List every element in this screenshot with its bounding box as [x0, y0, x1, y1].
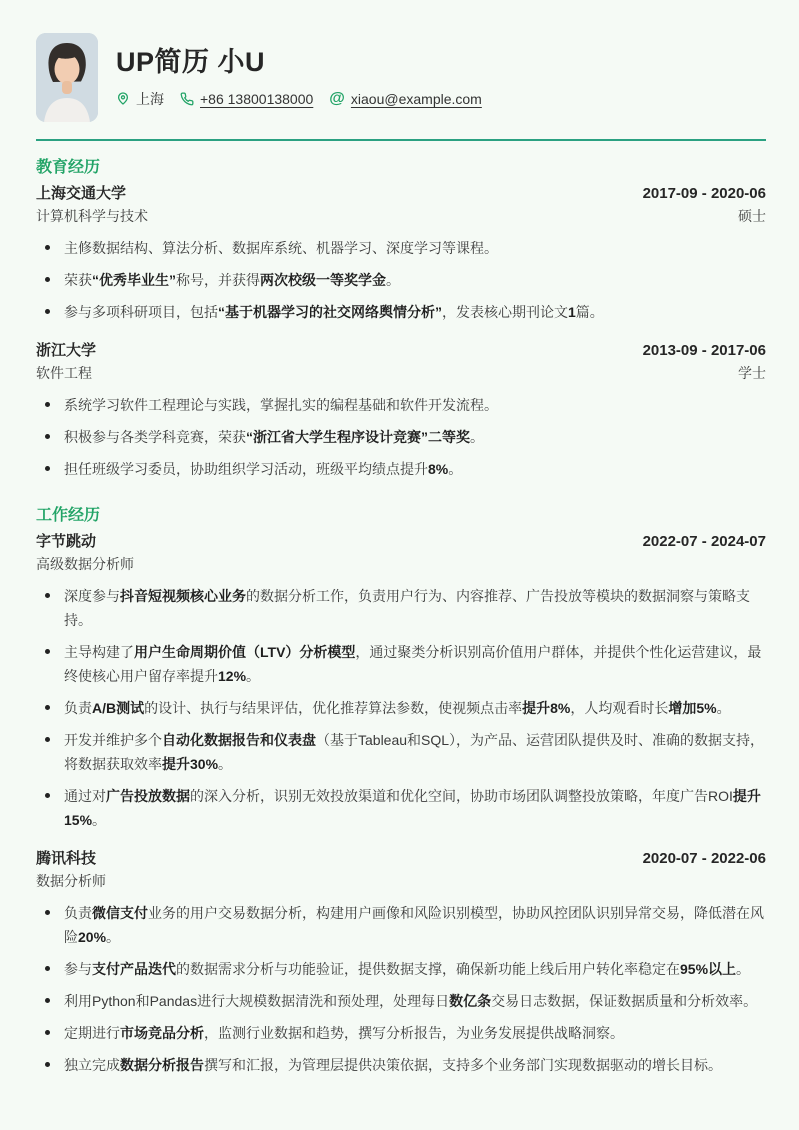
bullet-text: 篇。 — [575, 304, 604, 320]
bullet-bold-text: 提升15% — [64, 788, 761, 828]
bullet-bold-text: 增加5% — [668, 700, 717, 716]
resume-sections — [36, 157, 766, 1077]
location-pin-icon — [116, 91, 130, 106]
bullet-text: ，监测行业数据和趋势，撰写分析报告，为业务发展提供战略洞察。 — [204, 1025, 624, 1041]
entry-subtitle-row — [36, 362, 766, 384]
bullet-item — [36, 584, 766, 632]
bullet-text: 的数据需求分析与功能验证，提供数据支撑，确保新功能上线后用户转化率稳定在 — [176, 961, 680, 977]
bullet-list — [36, 584, 766, 832]
phone-icon — [180, 92, 194, 106]
bullet-bold-text: 自动化数据报告和仪表盘 — [162, 732, 316, 748]
bullet-text: 负责 — [64, 700, 92, 716]
bullet-bold-text: 数亿条 — [449, 993, 492, 1009]
at-icon: @ — [329, 89, 345, 107]
contact-row — [116, 89, 482, 109]
bullet-bold-text: 1 — [568, 304, 576, 320]
bullet-text: 。 — [246, 668, 261, 684]
bullet-item — [36, 784, 766, 832]
bullet-bold-text: 微信支付 — [92, 905, 148, 921]
entry-title: 上海交通大学 — [36, 185, 127, 202]
bullet-item — [36, 1021, 766, 1045]
bullet-text: ，通过聚类分析识别高价值用户群体，并提供个性化运营建议，最终使核心用户留存率提升 — [64, 644, 762, 684]
bullet-item — [36, 696, 766, 720]
bullet-item — [36, 236, 766, 260]
bullet-text: 的深入分析，识别无效投放渠道和优化空间，协助市场团队调整投放策略，年度广告ROI — [190, 788, 733, 804]
bullet-bold-text: 95%以上 — [680, 961, 737, 977]
bullet-bold-text: “基于机器学习的社交网络舆情分析” — [218, 304, 442, 320]
entry-subtitle-row — [36, 870, 766, 892]
bullet-bold-text: 8% — [428, 461, 449, 477]
bullet-bold-text: 两次校级一等奖学金 — [260, 272, 386, 288]
bullet-text: 。 — [92, 812, 107, 828]
bullet-text: 。 — [470, 429, 484, 445]
entry-subtitle: 软件工程 — [36, 365, 92, 381]
entry — [36, 340, 766, 481]
bullet-text: 担任班级学习委员，协助组织学习活动，班级平均绩点提升 — [64, 461, 428, 477]
bullet-text: 负责 — [64, 905, 92, 921]
section-title: 工作经历 — [36, 507, 101, 524]
bullet-bold-text: 20% — [78, 929, 107, 945]
avatar — [36, 33, 98, 122]
bullet-text: （基于Tableau和SQL），为产品、运营团队提供及时、准确的数据支持，将数据获取效率 — [64, 732, 765, 772]
bullet-bold-text: 广告投放数据 — [106, 788, 190, 804]
entry-title: 字节跳动 — [36, 533, 97, 550]
bullet-item — [36, 901, 766, 949]
bullet-bold-text: 市场竞品分析 — [120, 1025, 204, 1041]
bullet-list — [36, 236, 766, 324]
entry-title: 浙江大学 — [36, 342, 97, 359]
bullet-text: 交易日志数据，保证数据质量和分析效率。 — [491, 993, 758, 1009]
resume-header — [36, 0, 766, 122]
entry-subtitle: 数据分析师 — [36, 873, 106, 889]
entry — [36, 848, 766, 1077]
entry-date: 2017-09 - 2020-06 — [642, 185, 766, 202]
entry-degree: 硕士 — [738, 208, 766, 224]
location-text: 上海 — [136, 90, 164, 107]
entry-head — [36, 531, 766, 553]
bullet-text: 参与多项科研项目，包括 — [64, 304, 218, 320]
entry-degree: 学士 — [738, 365, 766, 381]
bullet-bold-text: 12% — [218, 668, 247, 684]
phone-link[interactable]: +86 13800138000 — [200, 90, 314, 107]
bullet-item — [36, 300, 766, 324]
bullet-text: 荣获 — [64, 272, 92, 288]
email-link[interactable]: xiaou@example.com — [350, 90, 482, 107]
bullet-text: ，人均观看时长 — [570, 700, 669, 716]
entry-head — [36, 183, 766, 205]
bullet-text: 参与 — [64, 961, 92, 977]
bullet-bold-text: “浙江省大学生程序设计竞赛”二等奖 — [246, 429, 470, 445]
entry-date: 2020-07 - 2022-06 — [642, 850, 766, 867]
email-item — [329, 91, 482, 107]
bullet-text: 主修数据结构、算法分析、数据库系统、机器学习、深度学习等课程。 — [64, 240, 498, 256]
bullet-item — [36, 425, 766, 449]
bullet-bold-text: A/B测试 — [92, 700, 145, 716]
bullet-item — [36, 457, 766, 481]
entry-title: 腾讯科技 — [36, 850, 97, 867]
bullet-bold-text: 抖音短视频核心业务 — [120, 588, 246, 604]
bullet-text: 积极参与各类学科竞赛，荣获 — [64, 429, 246, 445]
bullet-bold-text: 提升8% — [522, 700, 571, 716]
bullet-item — [36, 728, 766, 776]
bullet-bold-text: “优秀毕业生” — [92, 272, 176, 288]
entry — [36, 183, 766, 324]
bullet-list — [36, 393, 766, 481]
entry-subtitle: 计算机科学与技术 — [36, 208, 148, 224]
bullet-text: 独立完成 — [64, 1057, 120, 1073]
bullet-text: ，发表核心期刊论文 — [442, 304, 568, 320]
bullet-text: 业务的用户交易数据分析，构建用户画像和风险识别模型，协助风控团队识别异常交易，降低潜在风险 — [64, 905, 764, 945]
candidate-name: UP简历 小U — [116, 46, 266, 77]
section-education — [36, 157, 766, 481]
bullet-text: 。 — [218, 756, 233, 772]
profile-photo — [36, 33, 98, 122]
bullet-text: 通过对 — [64, 788, 106, 804]
bullet-text: 的数据分析工作，负责用户行为、内容推荐、广告投放等模块的数据洞察与策略支持。 — [64, 588, 750, 628]
bullet-text: 。 — [106, 929, 121, 945]
entry-head — [36, 848, 766, 870]
location-item — [116, 89, 164, 109]
bullet-text: 深度参与 — [64, 588, 120, 604]
bullet-item — [36, 989, 766, 1013]
header-text — [116, 47, 482, 109]
bullet-text: 。 — [736, 961, 751, 977]
header-divider — [36, 139, 766, 141]
entry-date: 2022-07 - 2024-07 — [642, 533, 766, 550]
bullet-text: 定期进行 — [64, 1025, 120, 1041]
bullet-text: 。 — [386, 272, 400, 288]
entry-subtitle-row — [36, 205, 766, 227]
entry-head — [36, 340, 766, 362]
bullet-item — [36, 957, 766, 981]
bullet-bold-text: 支付产品迭代 — [92, 961, 176, 977]
bullet-item — [36, 1053, 766, 1077]
bullet-item — [36, 268, 766, 292]
bullet-item — [36, 640, 766, 688]
bullet-text: 主导构建了 — [64, 644, 134, 660]
bullet-text: 撰写和汇报，为管理层提供决策依据，支持多个业务部门实现数据驱动的增长目标。 — [204, 1057, 722, 1073]
bullet-text: 利用Python和Pandas进行大规模数据清洗和预处理，处理每日 — [64, 993, 450, 1009]
bullet-text: 系统学习软件工程理论与实践，掌握扎实的编程基础和软件开发流程。 — [64, 397, 498, 413]
bullet-list — [36, 901, 766, 1077]
bullet-text: 。 — [716, 700, 731, 716]
bullet-text: 开发并维护多个 — [64, 732, 162, 748]
entry-date: 2013-09 - 2017-06 — [642, 342, 766, 359]
entry-subtitle-row — [36, 553, 766, 575]
entry — [36, 531, 766, 832]
phone-item — [180, 91, 313, 107]
bullet-text: 的设计、执行与结果评估，优化推荐算法参数，使视频点击率 — [144, 700, 523, 716]
bullet-text: 。 — [448, 461, 463, 477]
section-title: 教育经历 — [36, 159, 101, 176]
bullet-bold-text: 用户生命周期价值（LTV）分析模型 — [134, 644, 356, 660]
bullet-text: 称号，并获得 — [176, 272, 260, 288]
bullet-bold-text: 提升30% — [162, 756, 219, 772]
bullet-bold-text: 数据分析报告 — [120, 1057, 204, 1073]
entry-subtitle: 高级数据分析师 — [36, 556, 134, 572]
section-work — [36, 505, 766, 1077]
bullet-item — [36, 393, 766, 417]
